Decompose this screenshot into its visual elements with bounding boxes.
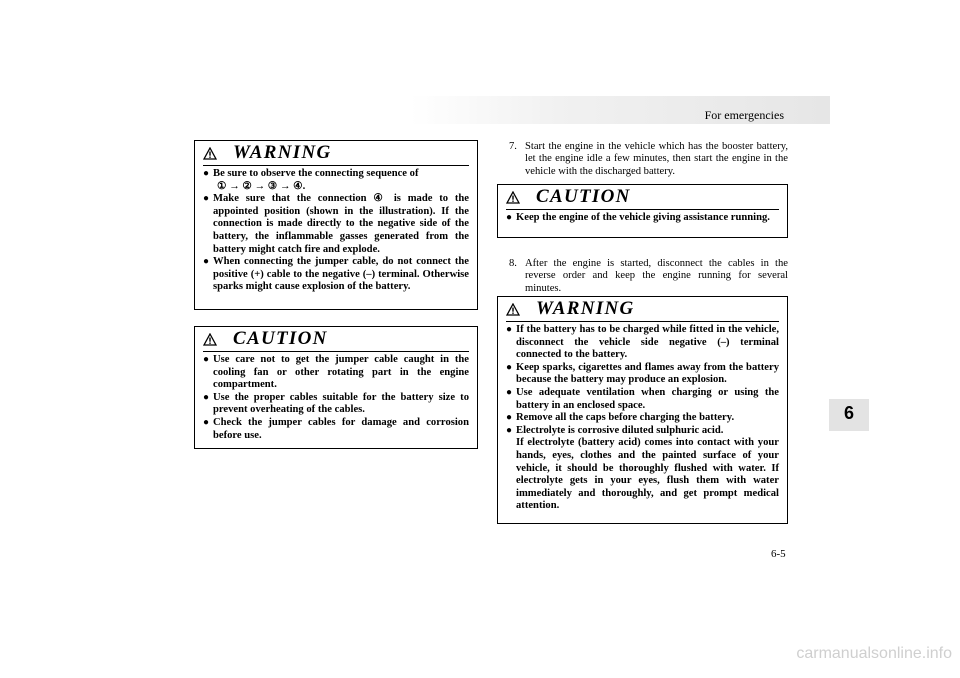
list-item: ● Keep the engine of the vehicle giving assistance running.	[506, 212, 770, 223]
warning-box-right	[497, 296, 788, 524]
page-number: 6-5	[771, 548, 786, 560]
caution-box-left	[194, 326, 478, 449]
list-item: ● Make sure that the connection ④ is made to the appointed position (shown in the illustration). If the connection is made directly to the negative side of the battery, the inflammable gasses generated from the battery might catch fire and explode.	[203, 193, 469, 255]
step-text: After the engine is started, disconnect the cables in the reverse order and keep the engine running for several minutes.	[525, 258, 788, 294]
step-7	[497, 141, 788, 178]
list-item: ● Check the jumper cables for damage and corrosion before use.	[203, 416, 469, 441]
warning-body	[203, 165, 469, 294]
caution-box-right	[497, 184, 788, 238]
caution-body	[506, 209, 779, 225]
caution-title: CAUTION	[233, 328, 328, 349]
warning-triangle-icon	[506, 191, 520, 204]
list-item: ● Be sure to observe the connecting sequence of	[203, 168, 419, 179]
caution-title: CAUTION	[536, 186, 631, 207]
step-text: Start the engine in the vehicle which has the booster battery, let the engine idle a few minutes, then start the engine in the vehicle with the discharged battery.	[525, 141, 788, 177]
warning-triangle-icon	[203, 333, 217, 346]
warning-body	[506, 321, 779, 513]
list-item: ● If the battery has to be charged while fitted in the vehicle, disconnect the vehicle side negative (–) terminal connected to the battery.	[506, 324, 779, 361]
list-item: ● When connecting the jumper cable, do not connect the positive (+) cable to the negative (–) terminal. Otherwise sparks might cause explosion of the battery.	[203, 256, 469, 293]
caution-body	[203, 351, 469, 442]
step-number: 7.	[509, 141, 517, 152]
caution-header	[195, 327, 477, 351]
warning-box-left	[194, 140, 478, 310]
list-item: ● Use care not to get the jumper cable caught in the cooling fan or other rotating part in the engine compartment.	[203, 354, 469, 391]
connection-sequence: ① → ② → ③ → ④.	[217, 180, 306, 192]
caution-header	[498, 185, 787, 209]
warning-header	[195, 141, 477, 165]
warning-title: WARNING	[233, 142, 332, 163]
list-item: ● Use the proper cables suitable for the battery size to prevent overheating of the cables.	[203, 391, 469, 416]
list-item: ● Keep sparks, cigarettes and flames away from the battery because the battery may produce an explosion.	[506, 361, 779, 386]
step-8	[497, 258, 788, 295]
list-item: ● Remove all the caps before charging the battery.	[506, 412, 735, 424]
warning-header	[498, 297, 787, 321]
warning-title: WARNING	[536, 298, 635, 319]
footer-watermark: carmanualsonline.info	[796, 645, 952, 662]
list-item: ● Use adequate ventilation when charging or using the battery in an enclosed space.	[506, 386, 779, 411]
warning-triangle-icon	[203, 147, 217, 160]
chapter-number: 6	[844, 403, 855, 423]
electrolyte-note: If electrolyte (battery acid) comes into contact with your hands, eyes, clothes and the painted surface of your vehicle, it should be thoroughly flushed with water. If electrolyte gets in your eyes, flush them with water immediately and thoroughly, and get prompt medical attention.	[516, 437, 779, 512]
list-item: ● Electrolyte is corrosive diluted sulphuric acid.	[506, 424, 724, 436]
step-number: 8.	[509, 258, 517, 269]
section-title: For emergencies	[704, 108, 784, 122]
warning-triangle-icon	[506, 303, 520, 316]
